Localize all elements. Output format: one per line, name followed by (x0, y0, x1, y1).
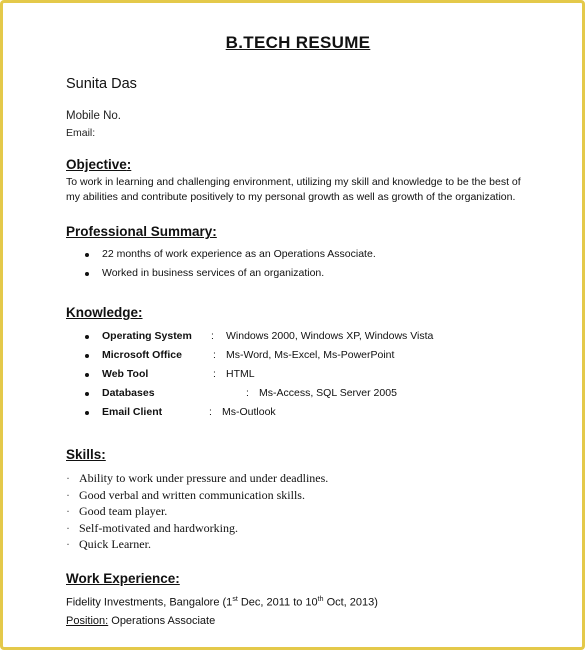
summary-heading: Professional Summary: (66, 224, 217, 239)
skills-list (66, 470, 328, 553)
knowledge-list (85, 327, 505, 422)
list-item (85, 403, 505, 422)
list-item (85, 365, 505, 384)
knowledge-value: HTML (226, 368, 255, 380)
objective-heading-text: Objective (66, 157, 127, 172)
list-item (85, 346, 505, 365)
summary-item: Worked in business services of an organization. (102, 267, 325, 279)
knowledge-key: Operating System (102, 330, 192, 342)
bullet-icon: · (66, 471, 70, 485)
objective-heading (66, 157, 131, 172)
bullet-icon (85, 272, 89, 276)
bullet-icon (85, 354, 89, 358)
position-value: Operations Associate (108, 615, 216, 627)
work-heading: Work Experience: (66, 571, 180, 586)
summary-list (85, 245, 376, 283)
list-item (66, 487, 328, 504)
work-date-mid: Dec, 2011 to 10 (237, 596, 318, 609)
bullet-icon (85, 253, 89, 257)
knowledge-separator: : (213, 368, 216, 380)
skill-item: Good verbal and written communication skills. (79, 487, 305, 502)
knowledge-separator: : (246, 387, 249, 399)
bullet-icon: · (66, 504, 70, 519)
email-label: Email: (66, 127, 96, 139)
bullet-icon (85, 335, 89, 339)
work-company-line (66, 596, 378, 609)
work-date-suffix-1: st (232, 596, 238, 603)
bullet-icon: · (66, 520, 70, 535)
bullet-icon: · (66, 537, 70, 552)
list-item (66, 520, 328, 537)
bullet-icon: · (66, 487, 70, 502)
knowledge-value: Windows 2000, Windows XP, Windows Vista (226, 330, 434, 342)
objective-line-1: To work in learning and challenging environment, utilizing my skill and knowledge to be the best of (66, 176, 521, 188)
objective-text (66, 175, 546, 205)
skill-item: Quick Learner. (79, 537, 151, 552)
bullet-icon (85, 392, 89, 396)
skill-item: Self-motivated and hardworking. (79, 520, 238, 535)
candidate-name: Sunita Das (66, 76, 137, 92)
list-item (85, 384, 505, 403)
knowledge-value: Ms-Outlook (222, 406, 276, 418)
list-item (85, 245, 376, 264)
bullet-icon (85, 411, 89, 415)
skill-item: Ability to work under pressure and under deadlines. (79, 471, 329, 485)
knowledge-key: Microsoft Office (102, 349, 182, 361)
list-item (85, 264, 376, 283)
objective-heading-colon: : (126, 157, 132, 172)
knowledge-key: Databases (102, 387, 155, 399)
knowledge-separator: : (213, 349, 216, 361)
position-label: Position: (66, 615, 109, 627)
knowledge-value: Ms-Access, SQL Server 2005 (259, 387, 397, 399)
skills-heading: Skills: (66, 447, 106, 462)
knowledge-heading: Knowledge: (66, 305, 143, 320)
work-date-end: Oct, 2013) (323, 596, 378, 609)
bullet-icon (85, 373, 89, 377)
knowledge-value: Ms-Word, Ms-Excel, Ms-PowerPoint (226, 349, 395, 361)
objective-line-2: my abilities and contribute positively to my personal growth as well as growth of the organization. (66, 191, 516, 203)
knowledge-separator: : (209, 406, 212, 418)
knowledge-key: Web Tool (102, 368, 149, 380)
knowledge-separator: : (211, 330, 214, 342)
mobile-label: Mobile No. (66, 110, 121, 122)
summary-item: 22 months of work experience as an Operations Associate. (102, 248, 376, 260)
list-item (66, 470, 328, 487)
work-date-suffix-2: th (317, 596, 324, 603)
work-position-line (66, 615, 215, 627)
skill-item: Good team player. (79, 504, 168, 519)
list-item (66, 536, 328, 553)
work-company: Fidelity Investments, Bangalore (1 (66, 596, 233, 609)
list-item (85, 327, 505, 346)
list-item (66, 503, 328, 520)
resume-title: B.TECH RESUME (225, 33, 371, 52)
knowledge-key: Email Client (102, 406, 163, 418)
